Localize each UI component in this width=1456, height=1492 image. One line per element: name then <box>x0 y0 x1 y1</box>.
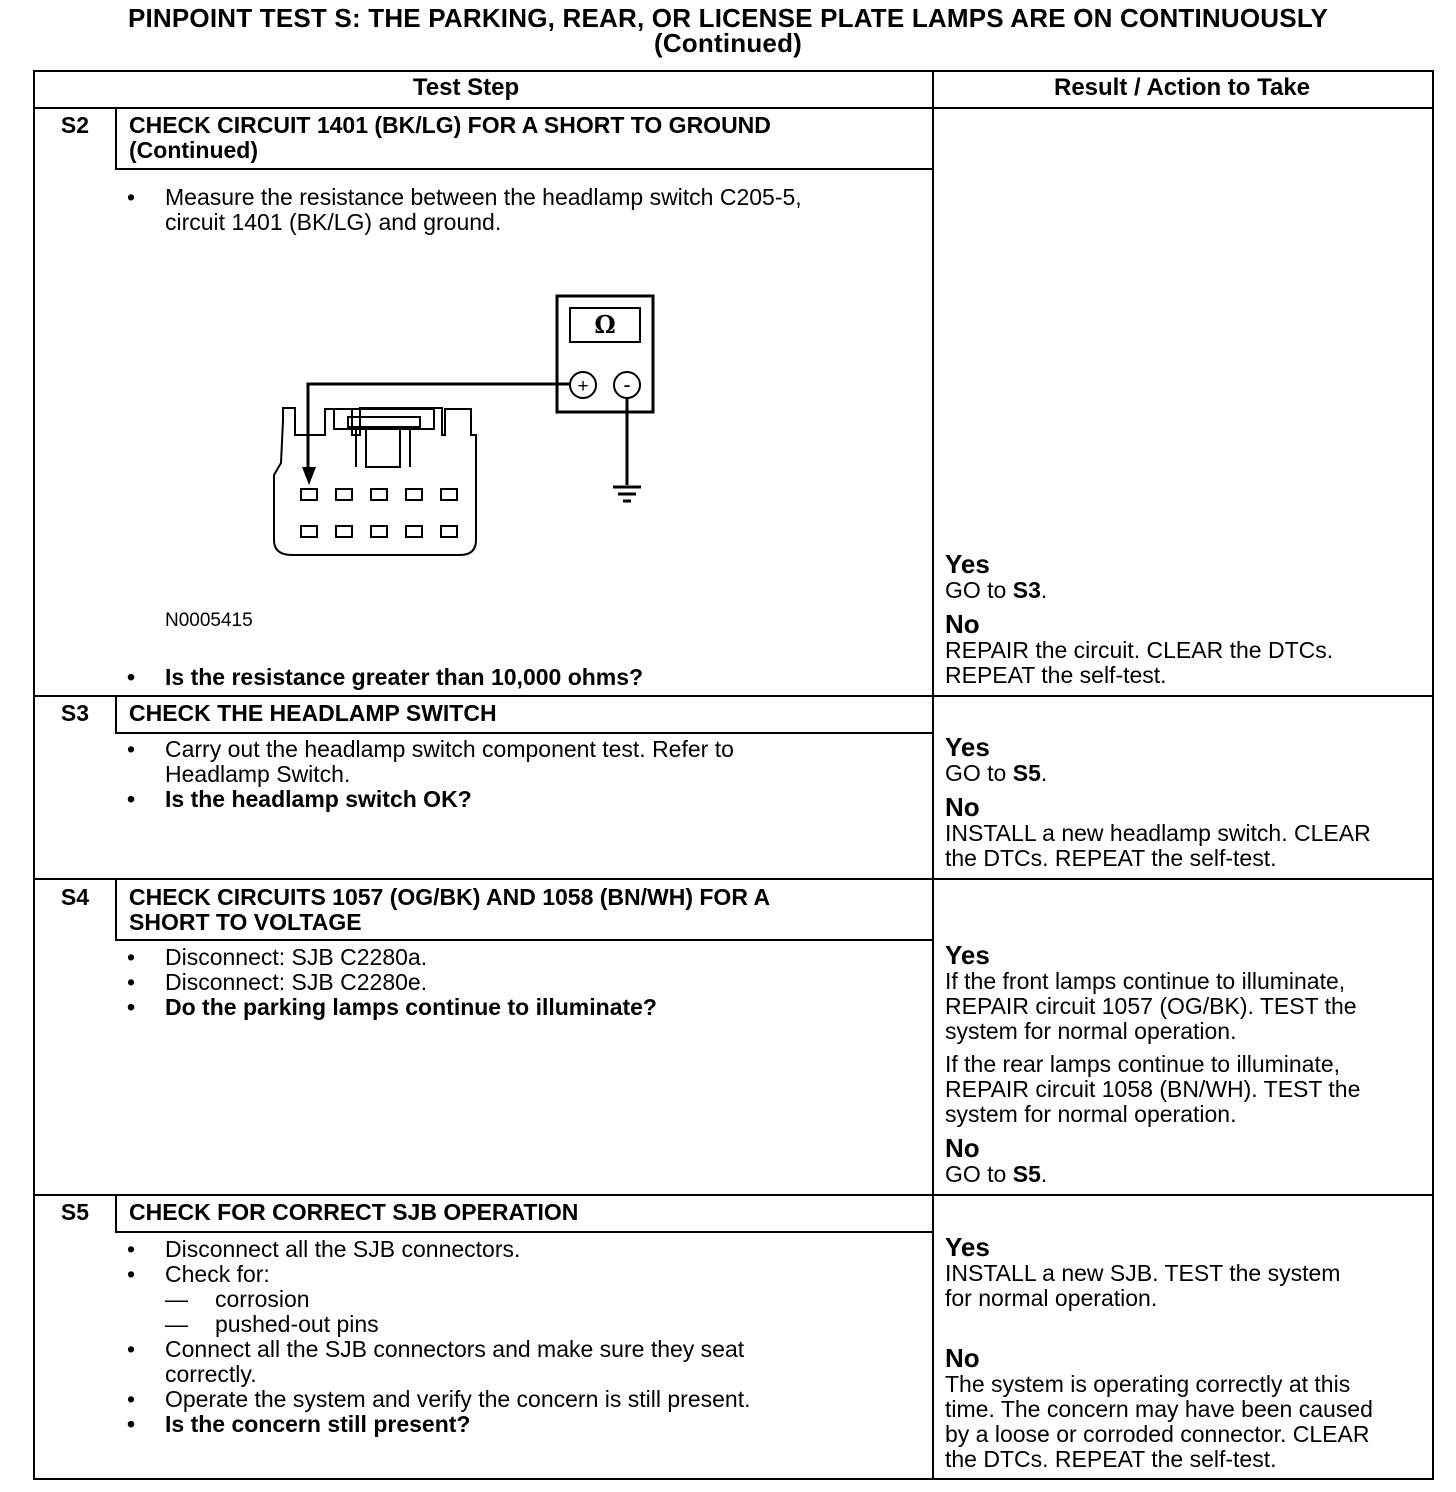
step-title-s4-line1: CHECK CIRCUITS 1057 (OG/BK) AND 1058 (BN/WH) FOR A <box>129 884 771 910</box>
list-item: • Is the resistance greater than 10,000 ohms? <box>127 665 917 690</box>
result-yes-p1-line2: REPAIR circuit 1057 (OG/BK). TEST the <box>945 993 1357 1019</box>
result-no-label: No <box>945 1343 980 1373</box>
plus-sign: + <box>577 376 589 397</box>
step-id-s2: S2 <box>60 112 90 138</box>
title-line-1: PINPOINT TEST S: THE PARKING, REAR, OR LICENSE PLATE LAMPS ARE ON CONTINUOUSLY <box>127 3 1329 33</box>
result-no-label: No <box>945 609 980 639</box>
connector-pin-2 <box>336 489 352 500</box>
ohm-symbol: Ω <box>594 310 616 339</box>
connector-pin-6 <box>301 526 317 537</box>
result-no-label: No <box>945 792 980 822</box>
result-s3: Yes GO to S5. No INSTALL a new headlamp switch. CLEAR the DTCs. REPEAT the self-test. <box>945 734 1425 879</box>
result-yes-label: Yes <box>945 549 990 579</box>
step-title-s3: CHECK THE HEADLAMP SWITCH <box>129 700 497 726</box>
result-yes-line1: INSTALL a new SJB. TEST the system <box>945 1260 1341 1286</box>
figure-reference: N0005415 <box>165 610 253 631</box>
question-s2 <box>127 665 917 690</box>
connector-latch-inner <box>348 417 420 427</box>
s2-item1-line1: • Measure the resistance between the headlamp switch C205-5, <box>165 184 802 210</box>
connector-pin-5 <box>441 489 457 500</box>
connector-pin-8 <box>371 526 387 537</box>
result-no-line4: the DTCs. REPEAT the self-test. <box>945 1446 1277 1472</box>
list-subitem: — pushed-out pins <box>127 1312 917 1337</box>
divider-id-column-s3 <box>115 696 117 733</box>
list-subitem: — corrosion <box>127 1287 917 1312</box>
result-yes-p2-line1: If the rear lamps continue to illuminate, <box>945 1051 1341 1077</box>
connector-pin-3 <box>371 489 387 500</box>
list-item: • Do the parking lamps continue to illuminate? <box>127 995 917 1020</box>
step-id-s5: S5 <box>60 1199 90 1225</box>
result-yes-label: Yes <box>945 1232 990 1262</box>
step-title-s5: CHECK FOR CORRECT SJB OPERATION <box>129 1199 579 1225</box>
list-item <box>127 1337 917 1387</box>
result-no-line1: The system is operating correctly at this <box>945 1371 1351 1397</box>
divider-id-column-s5 <box>115 1195 117 1232</box>
result-yes-target: S3 <box>1012 577 1041 603</box>
list-item <box>127 185 917 235</box>
divider-s5-title <box>115 1231 932 1233</box>
result-s4: Yes If the front lamps continue to illuminate, REPAIR circuit 1057 (OG/BK). TEST the system for normal operation. If the rear lamps continue to illuminate, REPAIR circuit 1058 (BN/WH). TEST the system for normal operation. No GO to S5. <box>945 942 1425 1195</box>
ohmmeter-connector-diagram <box>260 285 680 575</box>
result-no-text: GO to <box>945 1161 1013 1187</box>
probe-tip <box>302 467 316 485</box>
list-item <box>127 737 917 787</box>
s5-item3-line2: correctly. <box>165 1361 257 1387</box>
result-yes-line2: for normal operation. <box>945 1285 1158 1311</box>
result-yes-label: Yes <box>945 732 990 762</box>
list-item: • Is the headlamp switch OK? <box>127 787 917 812</box>
result-no-target: S5 <box>1012 1161 1041 1187</box>
step-body-s3 <box>127 737 917 812</box>
list-item: • Is the concern still present? <box>127 1412 917 1437</box>
step-id-s3: S3 <box>60 700 90 726</box>
step-title-s4-line2: SHORT TO VOLTAGE <box>129 909 362 935</box>
list-item: • Disconnect all the SJB connectors. <box>127 1237 917 1262</box>
result-no-line1: REPAIR the circuit. CLEAR the DTCs. <box>945 637 1334 663</box>
result-no-line1: INSTALL a new headlamp switch. CLEAR <box>945 820 1371 846</box>
divider-s2-title <box>115 168 932 170</box>
result-yes-target: S5 <box>1012 760 1041 786</box>
list-item: • Operate the system and verify the concern is still present. <box>127 1387 917 1412</box>
result-yes-label: Yes <box>945 940 990 970</box>
result-s5-no <box>945 1345 1425 1480</box>
connector-pin-4 <box>406 489 422 500</box>
header-result: Result / Action to Take <box>1053 74 1311 101</box>
step-title-s2 <box>129 113 909 163</box>
list-item: • Disconnect: SJB C2280a. <box>127 945 917 970</box>
s3-item1-line1: • Carry out the headlamp switch component test. Refer to <box>165 736 734 762</box>
s2-item1-line2: circuit 1401 (BK/LG) and ground. <box>165 209 502 235</box>
step-title-s2-line2: (Continued) <box>129 137 259 163</box>
connector-housing <box>274 408 476 555</box>
divider-id-column-s2 <box>115 108 117 169</box>
connector-latch-center <box>366 427 400 467</box>
step-body-s4 <box>127 945 917 1020</box>
divider-result-column <box>932 72 934 1478</box>
connector-pin-9 <box>406 526 422 537</box>
divider-s4-title <box>115 939 932 941</box>
result-s5 <box>945 1234 1425 1319</box>
result-s2: Yes GO to S3. No REPAIR the circuit. CLEAR the DTCs. REPEAT the self-test. <box>945 551 1425 696</box>
step-title-s2-line1: CHECK CIRCUIT 1401 (BK/LG) FOR A SHORT TO GROUND <box>129 112 771 138</box>
divider-header <box>35 107 1432 109</box>
divider-id-column-s4 <box>115 879 117 940</box>
step-body-s5 <box>127 1237 917 1437</box>
result-yes-p2-line2: REPAIR circuit 1058 (BN/WH). TEST the <box>945 1076 1361 1102</box>
step-id-s4: S4 <box>60 884 90 910</box>
connector-pin-10 <box>441 526 457 537</box>
page-title <box>0 3 1456 58</box>
list-item: • Check for: <box>127 1262 917 1287</box>
step-title-s4 <box>129 885 909 935</box>
result-no-line2: REPEAT the self-test. <box>945 662 1167 688</box>
result-no-line2: time. The concern may have been caused <box>945 1396 1373 1422</box>
result-yes-text: GO to <box>945 577 1013 603</box>
result-yes-p1-line1: If the front lamps continue to illuminate, <box>945 968 1346 994</box>
s3-item1-line2: Headlamp Switch. <box>165 761 351 787</box>
divider-s3-title <box>115 732 932 734</box>
result-no-line2: the DTCs. REPEAT the self-test. <box>945 845 1277 871</box>
minus-sign: - <box>623 372 631 397</box>
result-yes-p2-line3: system for normal operation. <box>945 1101 1237 1127</box>
header-test-step: Test Step <box>412 74 520 101</box>
result-no-line3: by a loose or corroded connector. CLEAR <box>945 1421 1370 1447</box>
result-yes-text: GO to <box>945 760 1013 786</box>
s5-item3-line1: • Connect all the SJB connectors and make sure they seat <box>165 1336 745 1362</box>
step-body-s2 <box>127 185 917 235</box>
result-no-label: No <box>945 1133 980 1163</box>
list-item: • Disconnect: SJB C2280e. <box>127 970 917 995</box>
connector-pin-7 <box>336 526 352 537</box>
result-yes-p1-line3: system for normal operation. <box>945 1018 1237 1044</box>
title-line-2: (Continued) <box>653 28 803 58</box>
connector-pin-1 <box>301 489 317 500</box>
